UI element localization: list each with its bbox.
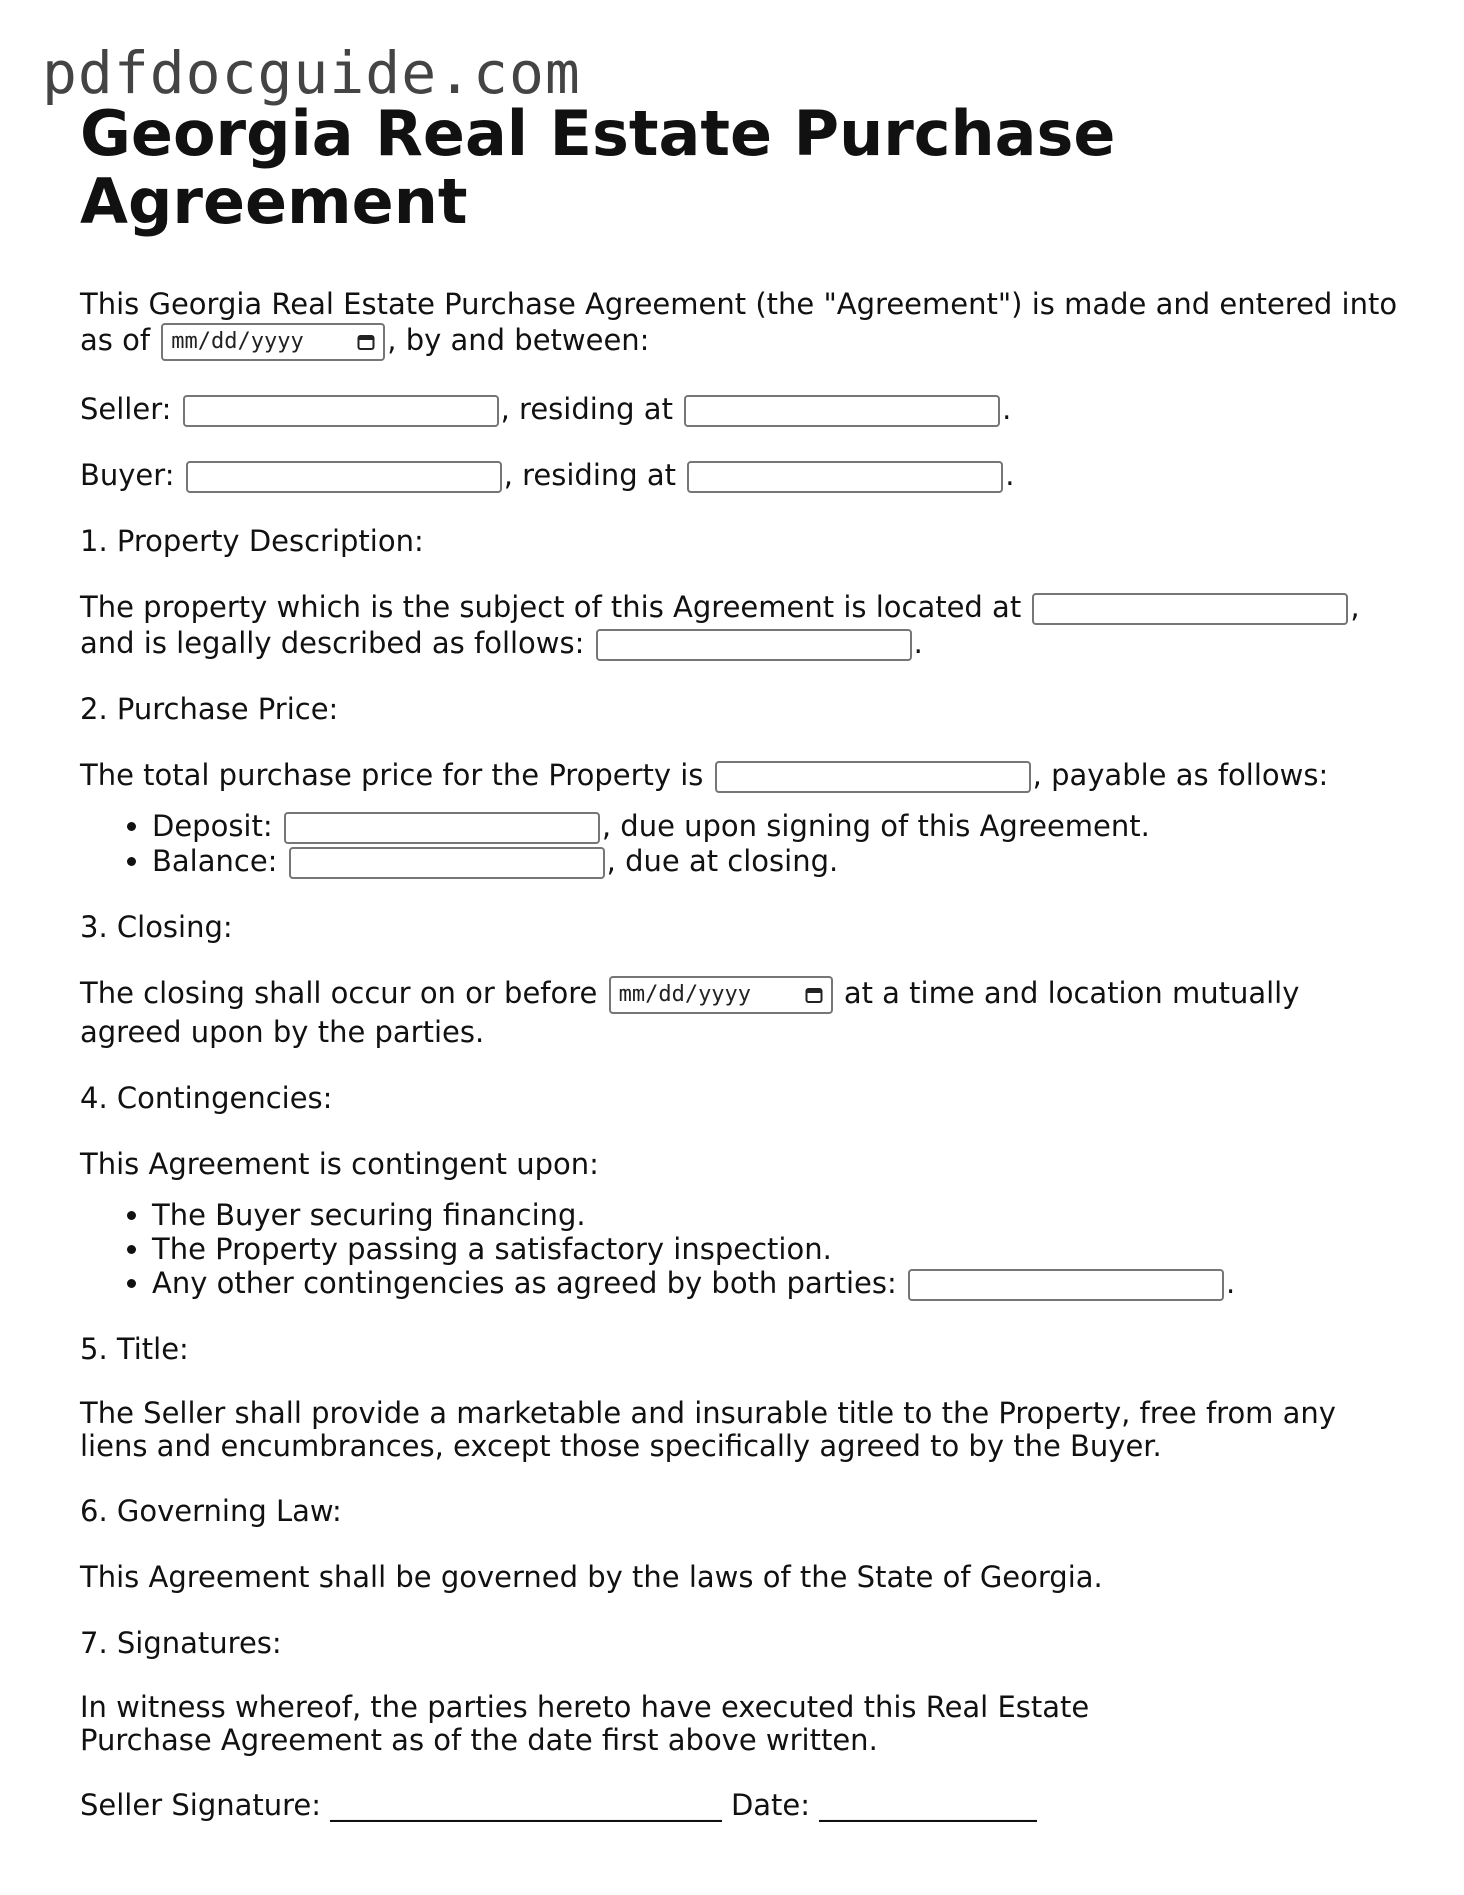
seller-label: Seller:	[80, 392, 172, 426]
seller-row	[80, 391, 1420, 427]
watermark: pdfdocguide.com	[42, 39, 581, 107]
purchase-price-input[interactable]	[715, 761, 1031, 793]
intro-paragraph	[80, 286, 1420, 361]
balance-label: Balance:	[152, 844, 278, 878]
intro-text: This Georgia Real Estate Purchase Agreement (the "Agreement") is made and entered into as of	[80, 287, 1398, 357]
buyer-label: Buyer:	[80, 458, 175, 492]
property-comma: ,	[1350, 590, 1360, 624]
section-4-text: This Agreement is contingent upon:	[80, 1147, 599, 1181]
list-item: • The Property passing a satisfactory inspection.	[152, 1232, 1420, 1266]
buyer-row	[80, 457, 1420, 493]
section-6-heading: 6. Governing Law:	[80, 1494, 342, 1528]
other-contingencies-label: Any other contingencies as agreed by both parties:	[152, 1266, 897, 1300]
date-placeholder: mm/dd/yyyy	[171, 329, 304, 354]
section-5-heading: 5. Title:	[80, 1332, 189, 1366]
buyer-address-input[interactable]	[687, 461, 1003, 493]
page-title: Georgia Real Estate Purchase Agreement	[80, 97, 1116, 238]
list-item: • The Buyer securing financing.	[152, 1198, 1420, 1232]
document	[80, 97, 1420, 1823]
contingencies-list	[80, 1198, 1420, 1301]
buyer-residing-label: , residing at	[503, 458, 677, 492]
seller-name-input[interactable]	[183, 395, 499, 427]
property-location-input[interactable]	[1032, 593, 1348, 625]
section-2-text	[80, 757, 1420, 793]
section-7-heading: 7. Signatures:	[80, 1626, 282, 1660]
section-3-text	[80, 975, 1380, 1050]
seller-address-input[interactable]	[684, 395, 1000, 427]
purchase-price-label: The total purchase price for the Property is	[80, 758, 704, 792]
closing-date-input[interactable]	[609, 976, 833, 1014]
seller-residing-label: , residing at	[500, 392, 673, 426]
payment-list	[80, 809, 1420, 879]
buyer-name-input[interactable]	[186, 461, 502, 493]
date-placeholder: mm/dd/yyyy	[618, 982, 752, 1007]
balance-input[interactable]	[289, 847, 605, 879]
other-contingencies-input[interactable]	[908, 1269, 1224, 1301]
section-6-text: This Agreement shall be governed by the laws of the State of Georgia.	[80, 1560, 1103, 1594]
list-item	[152, 809, 1420, 844]
seller-end: .	[1002, 392, 1012, 426]
deposit-text: , due upon signing of this Agreement.	[601, 809, 1150, 843]
section-7-text: In witness whereof, the parties hereto have executed this Real Estate Purchase Agreement as of the date first above written.	[80, 1690, 1090, 1757]
closing-text: at a time and location mutually agreed upon by the parties.	[80, 976, 1300, 1049]
section-2-heading: 2. Purchase Price:	[80, 692, 339, 726]
section-1-heading: 1. Property Description:	[80, 524, 424, 558]
legal-description-input[interactable]	[596, 629, 912, 661]
calendar-icon[interactable]	[357, 333, 375, 351]
section-3-heading: 3. Closing:	[80, 910, 233, 944]
seller-signature-line: Seller Signature: ___________________________ Date: _______________	[80, 1788, 1037, 1822]
section-4-heading: 4. Contingencies:	[80, 1081, 333, 1115]
deposit-input[interactable]	[284, 812, 600, 844]
section-1-text	[80, 589, 1420, 661]
intro-text-end: , by and between:	[387, 323, 650, 357]
balance-text: , due at closing.	[606, 844, 839, 878]
payable-text: , payable as follows:	[1032, 758, 1329, 792]
property-location-label: The property which is the subject of this Agreement is located at	[80, 590, 1022, 624]
calendar-icon[interactable]	[805, 986, 823, 1004]
legal-description-end: .	[913, 626, 923, 660]
contingencies-end: .	[1226, 1266, 1236, 1300]
buyer-end: .	[1005, 458, 1015, 492]
legal-description-label: and is legally described as follows:	[80, 626, 585, 660]
list-item	[152, 1266, 1420, 1301]
closing-label: The closing shall occur on or before	[80, 976, 598, 1010]
agreement-date-input[interactable]	[161, 323, 385, 361]
section-5-text: The Seller shall provide a marketable and insurable title to the Property, free from any liens and encumbrances, except those specifically agreed to by the Buyer.	[80, 1396, 1336, 1463]
list-item	[152, 844, 1420, 879]
deposit-label: Deposit:	[152, 809, 273, 843]
